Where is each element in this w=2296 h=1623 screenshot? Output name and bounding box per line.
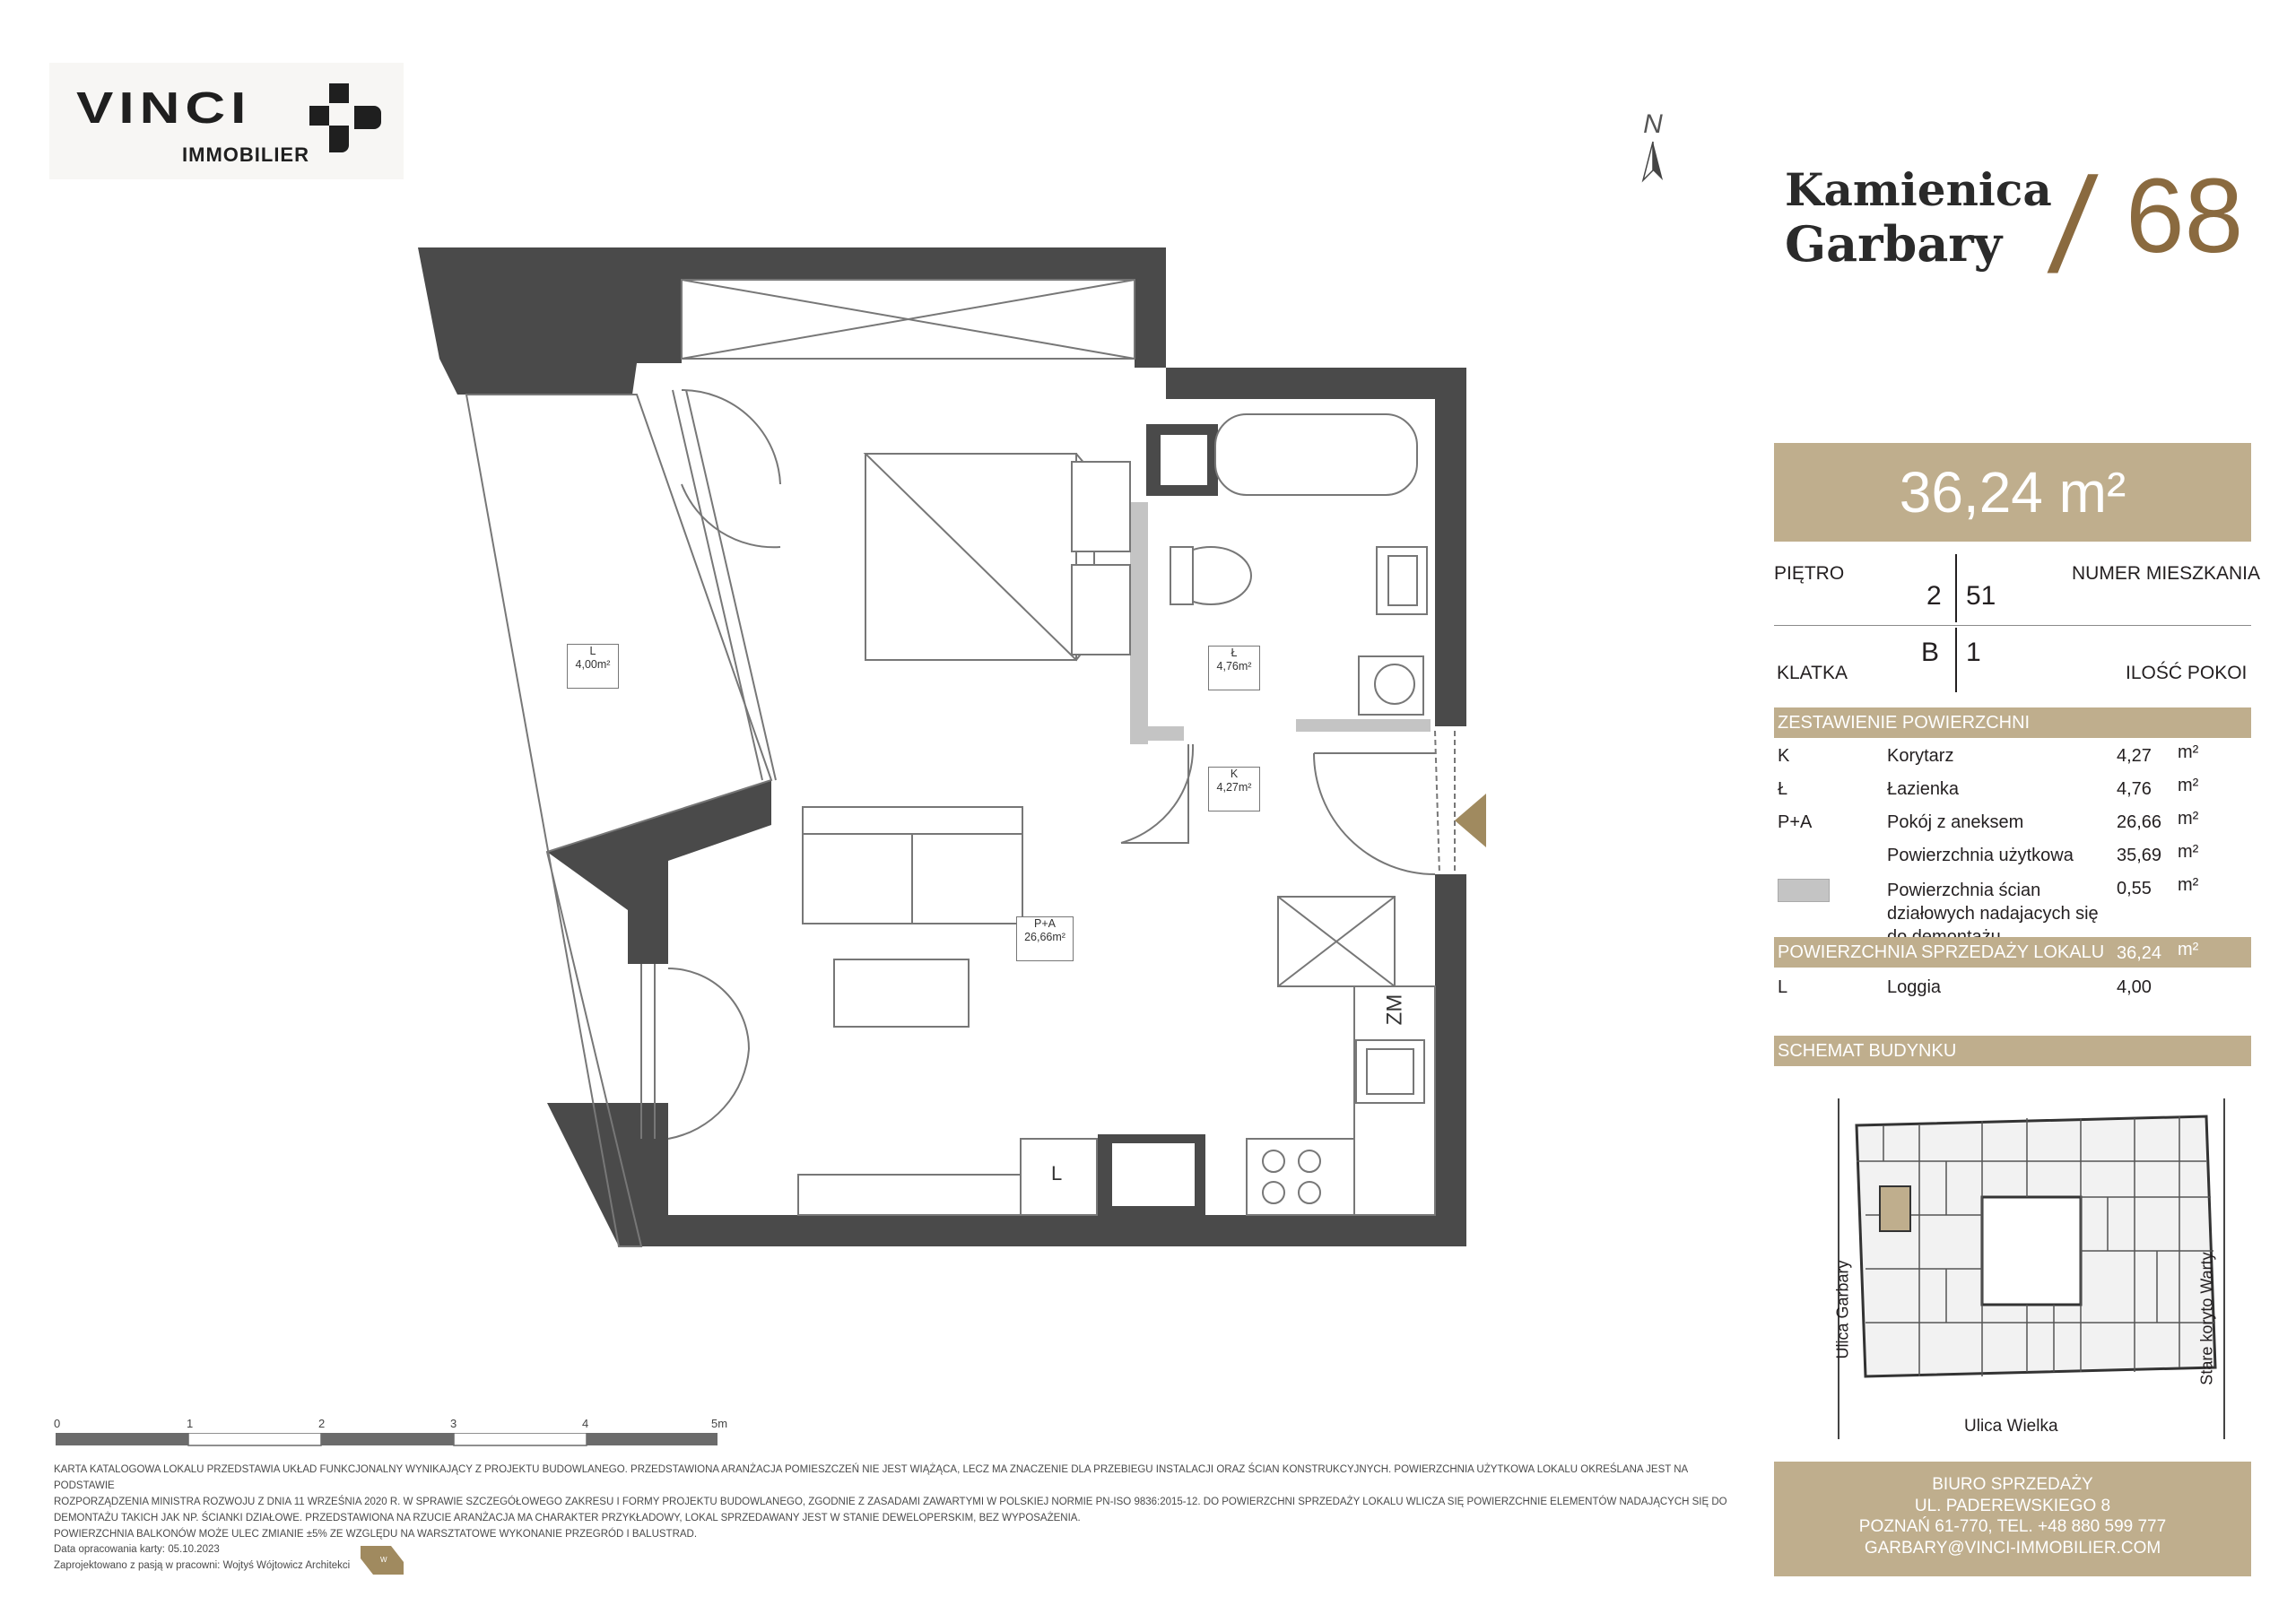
north-letter: N: [1643, 109, 1663, 139]
disclaimer-line4: POWIERZCHNIA BALKONÓW MOŻE ULEC ZMIANIE ±5% ZE WZGLĘDU NA WARSZTATOWE WYKONANIE PRZEGRÓD I BALUSTRAD.: [54, 1529, 698, 1540]
sale-area-unit: m²: [2178, 940, 2199, 959]
schema-header: SCHEMAT BUDYNKU: [1774, 1036, 2251, 1066]
room-loggia-area: 4,00m²: [575, 658, 611, 671]
disclaimer: [54, 1462, 1749, 1542]
wall-bottom-left: [547, 1103, 668, 1246]
row-value-k: 4,27: [2117, 746, 2152, 766]
title-number: 68: [2126, 157, 2244, 275]
scale-tick-2: 2: [318, 1417, 326, 1430]
fridge-label: ZM: [1382, 994, 1407, 1026]
vinci-logo: [49, 63, 404, 179]
sales-line3: POZNAŃ 61-770, TEL. +48 880 599 777: [1858, 1517, 2167, 1536]
north-arrow-icon: [1639, 140, 1666, 185]
room-bathroom-area: 4,76m²: [1216, 660, 1252, 673]
scale-tick-0: 0: [54, 1417, 61, 1430]
row-name-walls: Powierzchnia ścian działowych nadajacych się: [1887, 881, 2099, 924]
loggia-value: 4,00: [2117, 977, 2152, 997]
vinci-mark-icon: [302, 79, 392, 169]
logo-sub-text: IMMOBILIER: [182, 143, 309, 166]
row-code-l: Ł: [1778, 779, 1788, 799]
logo-brand-text: VINCI: [76, 82, 252, 133]
demolition-wall-swatch: [1778, 879, 1830, 902]
wall-right-bottom: [1435, 874, 1466, 1246]
rooms-value: 1: [1966, 638, 1981, 667]
scale-tick-4: 4: [582, 1417, 589, 1430]
schema-street-bottom: Ulica Wielka: [1964, 1417, 2058, 1436]
building-schema: [1830, 1098, 2233, 1448]
row-code-k: K: [1778, 746, 1790, 766]
schema-left-street-wrap: [1830, 1228, 1857, 1390]
svg-text:W: W: [380, 1556, 387, 1564]
schema-right-street-wrap: [2194, 1219, 2221, 1417]
total-area: 36,24 m²: [1774, 443, 2251, 542]
north-indicator: [1639, 109, 1666, 189]
credit-line: Zaprojektowano z pasją w pracowni: Wojtyś Wójtowicz Architekci: [54, 1560, 351, 1571]
row-value-l: 4,76: [2117, 779, 2152, 799]
stair-label: KLATKA: [1777, 663, 1848, 683]
row-code-pa: P+A: [1778, 812, 1813, 832]
room-loggia: [567, 644, 619, 689]
row-name-pa: Pokój z aneksem: [1887, 812, 2024, 832]
sale-area-value: 36,24: [2117, 943, 2162, 963]
schema-street-right: Stare koryto Warty: [2197, 1252, 2216, 1385]
room-loggia-code: L: [589, 645, 596, 657]
room-hallway-code: K: [1230, 768, 1239, 780]
disclaimer-line3: DEMONTAŻU TAKICH JAK NP. ŚCIANKI DZIAŁOWE. PRZEDSTAWIONA NA RZUCIE ARANŻACJA MA CHARAKTER PRZYKŁADOWY, LOKAL SPRZEDAWANY JEST W STANIE DEWELOPERSKIM, BEZ WYPOSAŻENIA.: [54, 1513, 1081, 1523]
wall-loggia-bottom: [547, 780, 771, 964]
schema-street-left: Ulica Garbary: [1833, 1260, 1852, 1359]
row-unit-pa: m²: [2178, 809, 2199, 829]
room-bathroom: [1208, 646, 1260, 690]
row-value-usable: 35,69: [2117, 846, 2162, 865]
room-living-code: P+A: [1034, 917, 1056, 930]
wall-loggia-top: [418, 247, 682, 395]
loggia-code: L: [1778, 977, 1788, 997]
apt-label: NUMER MIESZKANIA: [2072, 563, 2261, 584]
room-living-area: 26,66m²: [1024, 931, 1065, 943]
sales-line1: BIURO SPRZEDAŻY: [1932, 1475, 2093, 1494]
row-unit-usable: m²: [2178, 842, 2199, 862]
scale-tick-3: 3: [450, 1417, 457, 1430]
apt-value: 51: [1966, 581, 1996, 611]
title-slash: /: [2043, 150, 2102, 300]
row-unit-k: m²: [2178, 742, 2199, 762]
areas-header: ZESTAWIENIE POWIERZCHNI: [1774, 707, 2251, 738]
title-line2: Garbary: [1785, 215, 2003, 273]
stair-value: B: [1921, 638, 1940, 667]
date-line: Data opracowania karty: 05.10.2023: [54, 1544, 220, 1555]
info-divider-bottom: [1955, 628, 1957, 692]
scale-bar: [56, 1433, 719, 1447]
title-line1: Kamienica: [1785, 163, 2052, 216]
row-name-k: Korytarz: [1887, 746, 1954, 766]
sales-line4: GARBARY@VINCI-IMMOBILIER.COM: [1864, 1538, 2161, 1558]
row-unit-walls: m²: [2178, 875, 2199, 895]
row-name-usable: Powierzchnia użytkowa: [1887, 846, 2074, 865]
sale-area-label: POWIERZCHNIA SPRZEDAŻY LOKALU: [1778, 942, 2105, 962]
room-living: [1016, 916, 1074, 961]
disclaimer-line1: KARTA KATALOGOWA LOKALU PRZEDSTAWIA UKŁAD FUNKCJONALNY WYNIKAJĄCY Z PROJEKTU BUDOWLANEGO. PRZEDSTAWIONA ARANŻACJA POMIESZCZEŃ NIE JEST WIĄŻĄCA, LECZ MA ZNACZENIE DLA PRZEBIEGU INSTALACJI ORAZ ŚCIAN KONSTRUKCYJNYCH. POWIERZCHNIA UŻYTKOWA LOKALU OKREŚLANA JEST NA PODSTAWIE: [54, 1464, 1688, 1491]
disclaimer-line2: ROZPORZĄDZENIA MINISTRA ROZWOJU Z DNIA 11 WRZEŚNIA 2020 R. W SPRAWIE SZCZEGÓŁOWEGO ZAKRESU I FORMY PROJEKTU BUDOWLANEGO, ZGODNIE Z ZASADAMI ZAWARTYMI W POLSKIEJ NORMIE PN-ISO 9836:2015-12. DO POWIERZCHNI SPRZEDAŻY LOKALU WLICZA SIĘ POWIERZCHNIE ELEMENTÓW NADAJĄCYCH SIĘ DO: [54, 1497, 1727, 1507]
wall-bottom: [619, 1215, 1466, 1246]
sales-office: [1774, 1462, 2251, 1576]
sales-line2: UL. PADEREWSKIEGO 8: [1914, 1496, 2111, 1515]
floor-plan: [413, 242, 1534, 1264]
row-value-walls: 0,55: [2117, 879, 2152, 898]
scale-tick-1: 1: [187, 1417, 194, 1430]
row-unit-l: m²: [2178, 776, 2199, 795]
architect-logo-icon: [359, 1542, 413, 1578]
row-name-l: Łazienka: [1887, 779, 1960, 799]
row-value-pa: 26,66: [2117, 812, 2162, 832]
room-hallway: [1208, 767, 1260, 812]
room-bathroom-code: Ł: [1231, 647, 1238, 659]
wall-top: [682, 247, 1166, 368]
info-divider-top: [1955, 554, 1957, 622]
scale-tick-5: 5m: [711, 1417, 728, 1430]
info-separator: [1774, 625, 2251, 626]
loggia-name: Loggia: [1887, 977, 1942, 997]
floor-value: 2: [1926, 581, 1942, 611]
rooms-label: ILOŚĆ POKOI: [2126, 663, 2248, 683]
wardrobe-label: L: [1051, 1162, 1063, 1185]
room-hallway-area: 4,27m²: [1216, 781, 1252, 794]
floor-label: PIĘTRO: [1774, 563, 1845, 584]
